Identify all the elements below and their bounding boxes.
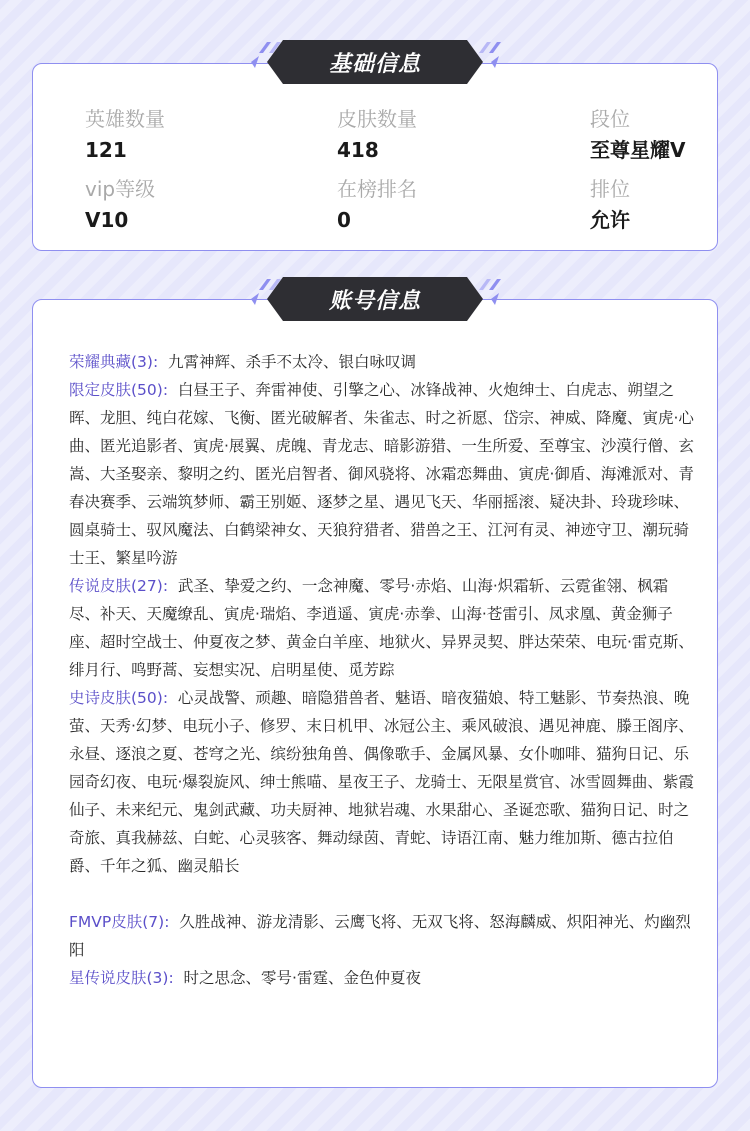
field-value: 0 [337,208,351,232]
field-label: 排位 [590,177,630,201]
field-value: V10 [85,208,129,232]
skin-category-label: 限定皮肤(50): [69,381,169,399]
field-value: 418 [337,138,379,162]
field-value: 至尊星耀V [590,138,686,162]
skin-category-label: FMVP皮肤(7): [69,913,170,931]
skin-names: 武圣、挚爱之约、一念神魔、零号·赤焰、山海·炽霜斩、云霓雀翎、枫霜尽、补天、天魔缭乱、寅虎·瑞焰、李逍遥、寅虎·赤拳、山海·苍雷引、凤求凰、黄金狮子座、超时空战士、仲夏夜之梦、黄金白羊座、地狱火、异界灵契、胖达荣荣、电玩·雷克斯、绯月行、鸣野蒿、妄想实况、启明星使、觅芳踪 [69,577,694,679]
field-label: 段位 [590,107,630,131]
skin-category-label: 星传说皮肤(3): [69,969,174,987]
account-info-card [32,299,718,1088]
field-hero-count [85,106,165,163]
skin-section-epic [69,684,699,880]
section-title: 基础信息 [328,51,421,77]
field-value: 121 [85,138,127,162]
field-label: 在榜排名 [337,177,417,201]
skin-names: 心灵战警、顽趣、暗隐猎兽者、魅语、暗夜猫娘、特工魅影、节奏热浪、晚萤、天秀·幻梦、电玩小子、修罗、末日机甲、冰冠公主、乘风破浪、遇见神鹿、滕王阁序、永昼、逐浪之夏、苍穹之光、缤纷独角兽、偶像歌手、金属风暴、女仆咖啡、猫狗日记、乐园奇幻夜、电玩·爆裂旋风、绅士熊喵、星夜王子、龙骑士、无限星赏官、冰雪圆舞曲、紫霞仙子、未来纪元、鬼剑武藏、功夫厨神、地狱岩魂、水果甜心、圣诞恋歌、猫狗日记、时之奇旅、真我赫兹、白蛇、心灵骇客、舞动绿茵、青蛇、诗语江南、魅力维加斯、德古拉伯爵、千年之狐、幽灵船长 [69,689,694,875]
field-label: 皮肤数量 [337,107,417,131]
skin-names: 时之思念、零号·雷霆、金色仲夏夜 [183,969,421,987]
skin-list [69,348,699,992]
skin-category-label: 史诗皮肤(50): [69,689,169,707]
skin-section-star-legend [69,964,699,992]
section-banner-basic [245,38,505,86]
field-leaderboard-rank [337,176,417,233]
field-skin-count [337,106,417,163]
field-value: 允许 [590,208,630,232]
field-label: vip等级 [85,177,156,201]
skin-section-limited [69,376,699,572]
basic-info-card [32,63,718,251]
skin-category-label: 荣耀典藏(3): [69,353,159,371]
field-label: 英雄数量 [85,107,165,131]
field-vip-level [85,176,155,233]
field-rank-tier [590,106,685,163]
skin-section-collection [69,348,699,376]
skin-section-legend [69,572,699,684]
section-title: 账号信息 [328,288,421,314]
skin-section-fmvp [69,908,699,964]
field-ranked-mode [590,176,630,233]
skin-names: 白昼王子、奔雷神使、引擎之心、冰锋战神、火炮绅士、白虎志、朔望之晖、龙胆、纯白花嫁、飞衡、匿光破解者、朱雀志、时之祈愿、岱宗、神威、降魔、寅虎·心曲、匿光追影者、寅虎·展翼、虎魄、青龙志、暗影游猎、一生所爱、至尊宝、沙漠行僧、玄嵩、大圣娶亲、黎明之约、匿光启智者、御风骁将、冰霜恋舞曲、寅虎·御盾、海滩派对、青春决赛季、云端筑梦师、霸王别姬、逐梦之星、遇见飞天、华丽摇滚、疑决卦、玲珑珍味、圆桌骑士、驭风魔法、白鹤梁神女、天狼狩猎者、猎兽之王、江河有灵、神迹守卫、潮玩骑士王、繁星吟游 [69,381,694,567]
section-banner-account [245,275,505,323]
skin-category-label: 传说皮肤(27): [69,577,169,595]
skin-names: 九霄神辉、杀手不太冷、银白咏叹调 [168,353,417,371]
skin-names: 久胜战神、游龙清影、云鹰飞将、无双飞将、怒海麟威、炽阳神光、灼幽烈阳 [69,913,691,959]
